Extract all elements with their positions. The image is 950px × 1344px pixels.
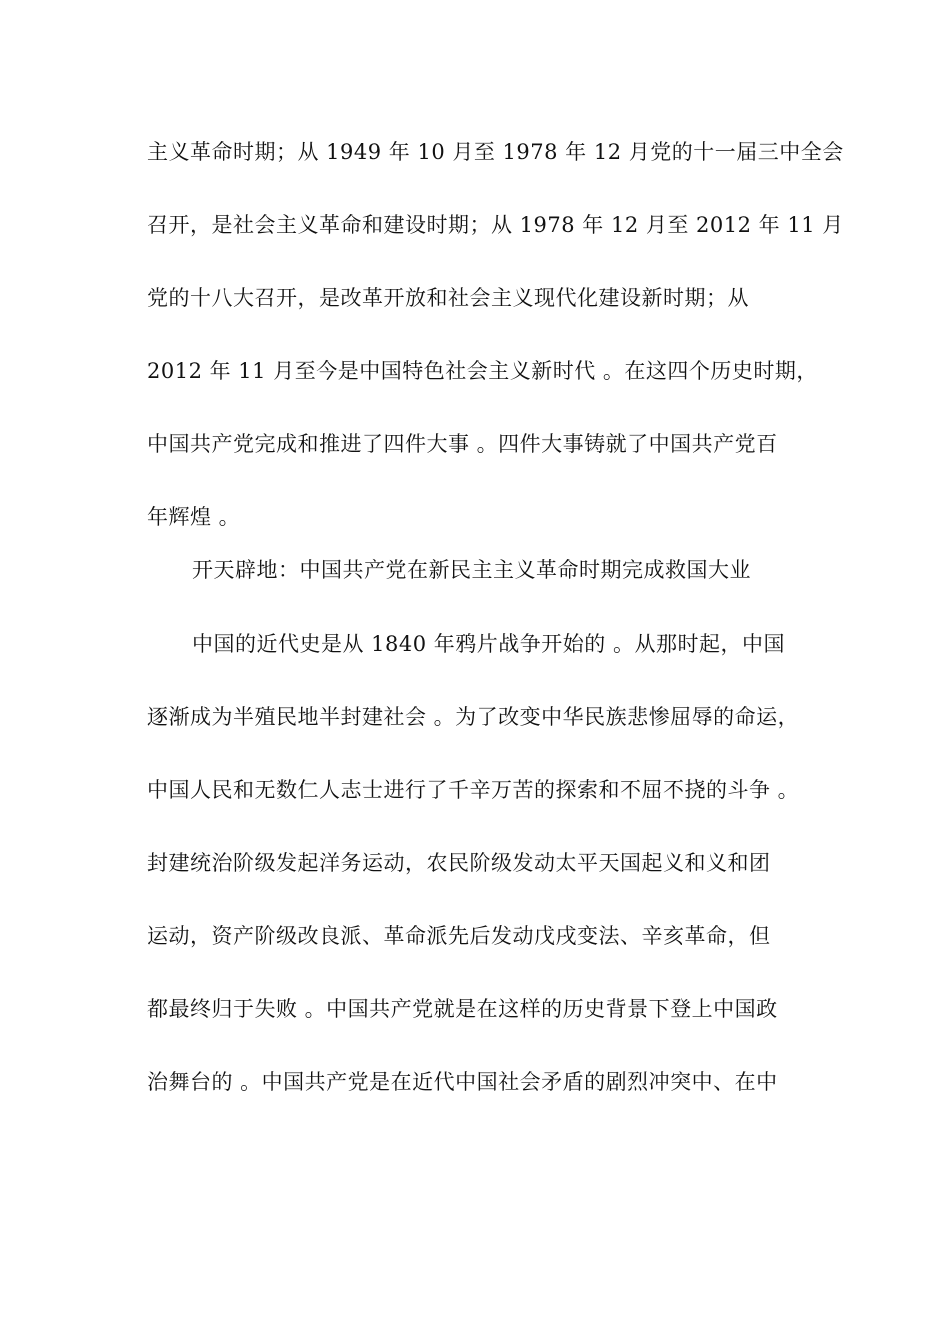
body-text-line: 封建统治阶级发起洋务运动，农民阶级发动太平天国起义和义和团 [147,851,771,875]
body-text-line: 中国的近代史是从 1840 年鸦片战争开始的 。从那时起，中国 [192,632,785,656]
body-text-line: 党的十八大召开，是改革开放和社会主义现代化建设新时期；从 [147,286,749,310]
body-text-line: 年辉煌 。 [147,505,241,529]
body-text-line: 都最终归于失败 。中国共产党就是在这样的历史背景下登上中国政 [147,997,778,1021]
body-text-line: 中国人民和无数仁人志士进行了千辛万苦的探索和不屈不挠的斗争 。 [147,778,800,802]
body-text-line: 2012 年 11 月至今是中国特色社会主义新时代 。在这四个历史时期， [147,359,818,383]
body-text-line: 召开，是社会主义革命和建设时期；从 1978 年 12 月至 2012 年 11 月 [147,213,844,237]
body-text-line: 运动，资产阶级改良派、革命派先后发动戊戌变法、辛亥革命，但 [147,924,771,948]
body-text-line: 逐渐成为半殖民地半封建社会 。为了改变中华民族悲惨屈辱的命运， [147,705,800,729]
section-heading: 开天辟地：中国共产党在新民主主义革命时期完成救国大业 [192,558,751,582]
body-text-line: 主义革命时期；从 1949 年 10 月至 1978 年 12 月党的十一届三中全会 [147,140,844,164]
body-text-line: 中国共产党完成和推进了四件大事 。四件大事铸就了中国共产党百 [147,432,778,456]
body-text-line: 治舞台的 。中国共产党是在近代中国社会矛盾的剧烈冲突中、在中 [147,1070,778,1094]
